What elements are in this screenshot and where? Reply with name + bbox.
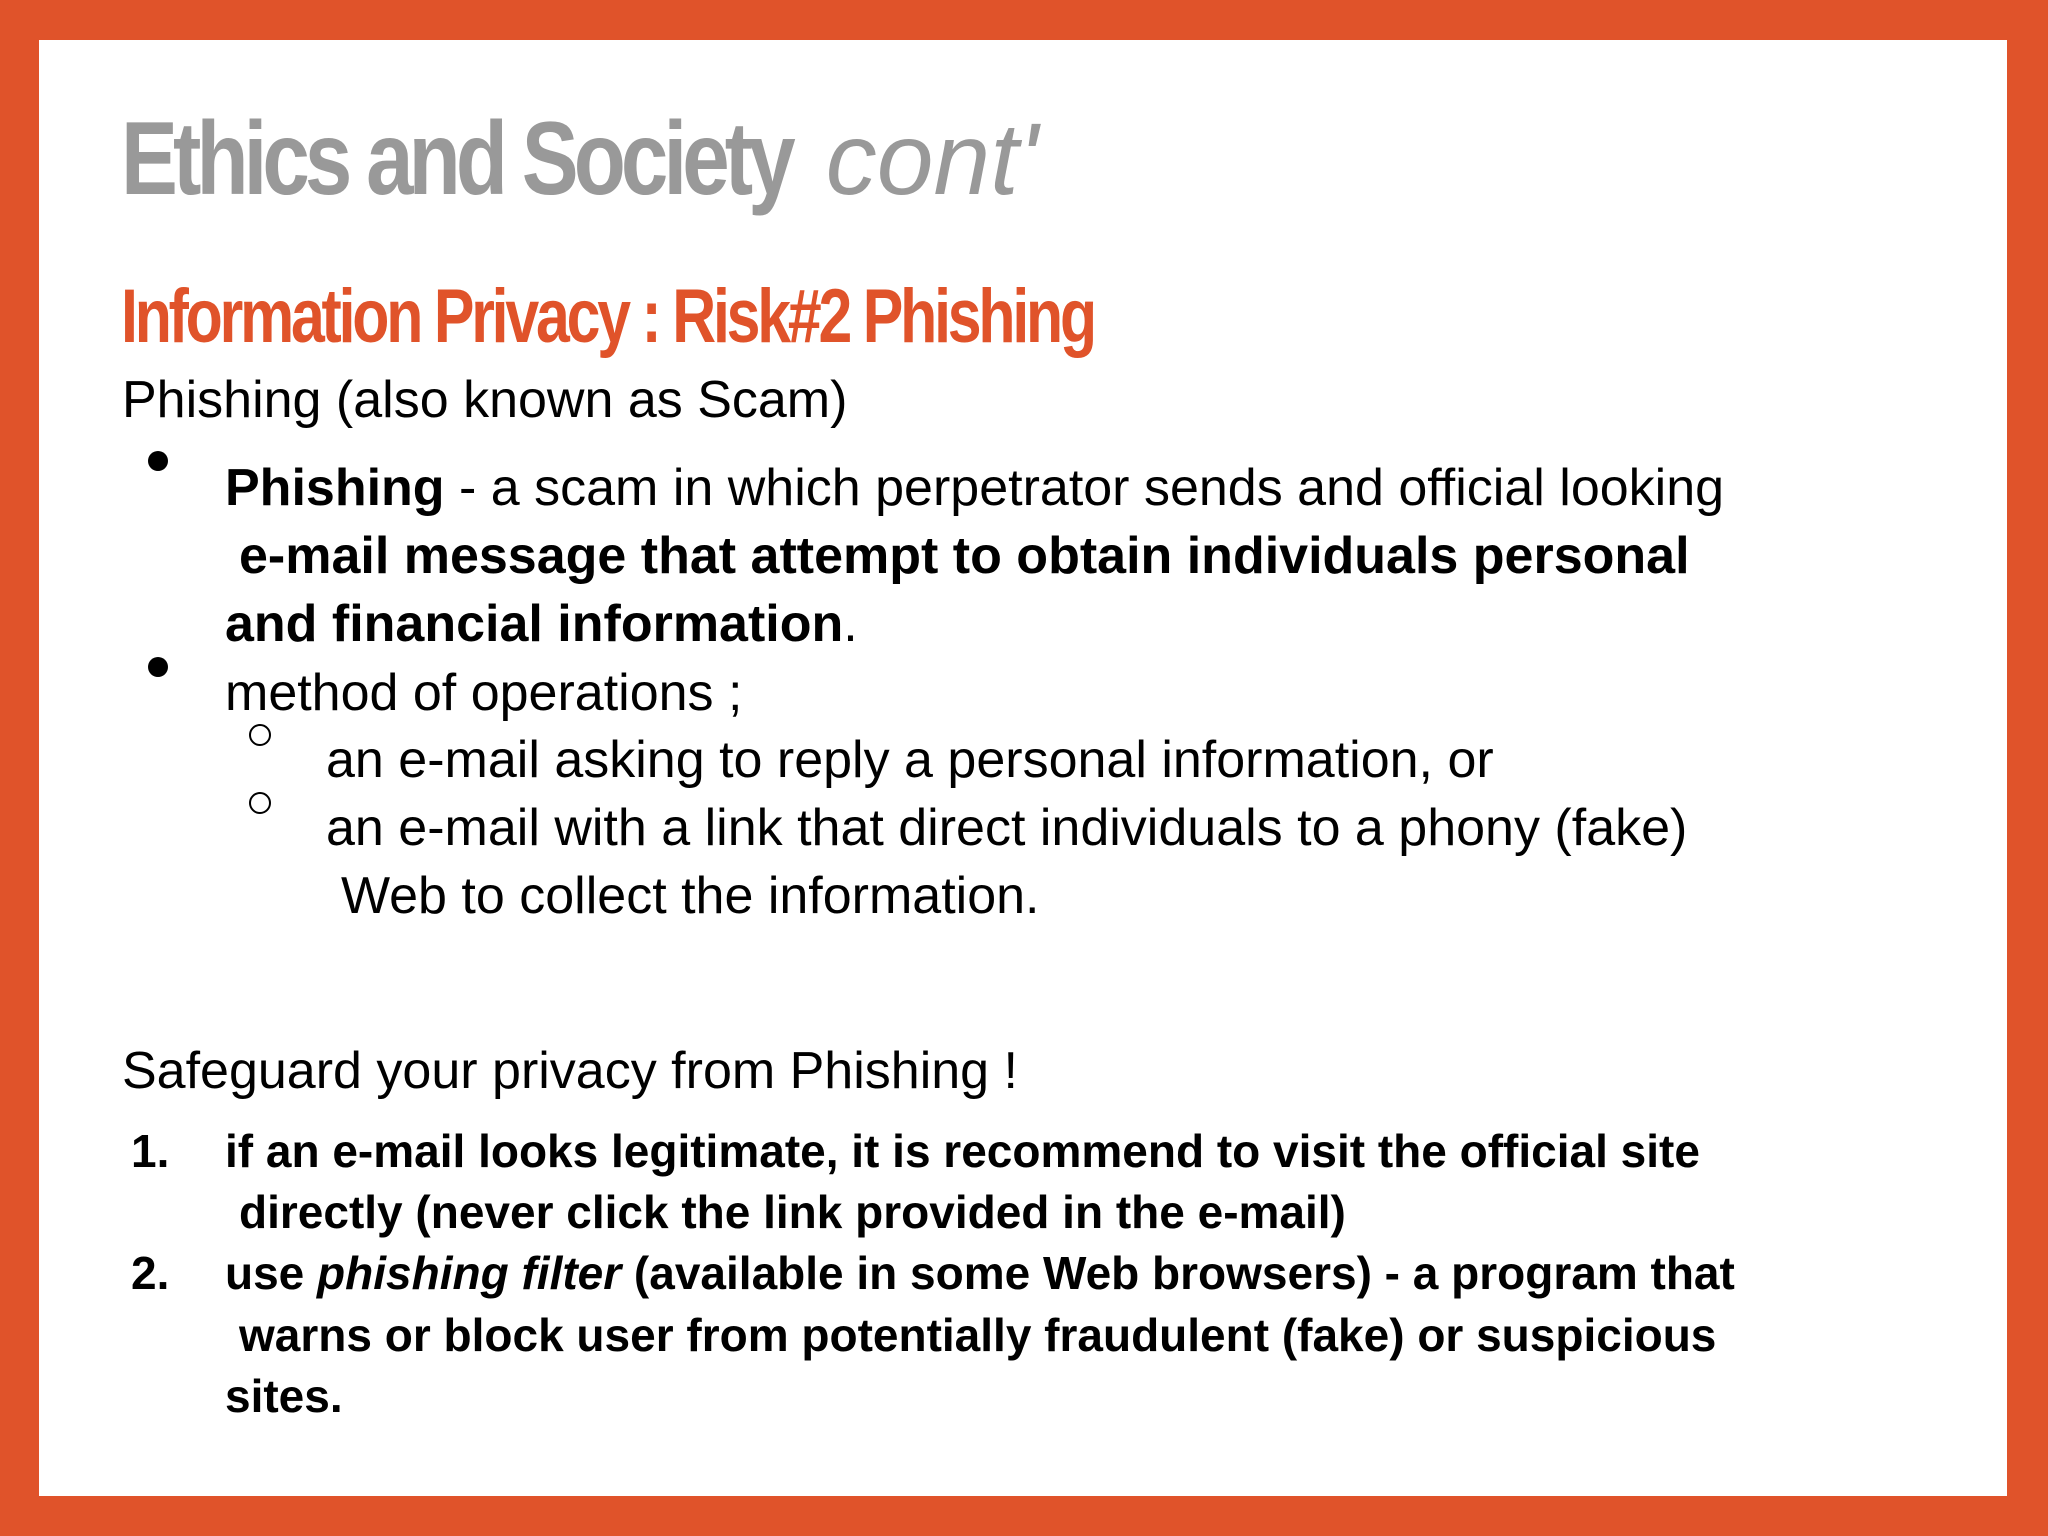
bullet-1-line-3-end: . [843,595,858,653]
bullet-1-line-1 [225,458,1724,518]
safeguard-heading: Safeguard your privacy from Phishing ! [122,1042,1018,1100]
bullet-dot [148,451,168,471]
sub-bullet-2-line-1: an e-mail with a link that direct individuals to a phony (fake) [326,799,1688,857]
sub-bullet-ring [249,724,271,746]
bullet-2-line: method of operations ; [225,664,743,722]
intro-line: Phishing (also known as Scam) [122,371,848,429]
step-2-line-1 [225,1246,1735,1300]
slide-title: Ethics and Society [121,101,791,217]
bullet-1-line-3-bold: and financial information [225,595,844,653]
title-row [121,100,1038,219]
bullet-dot [148,657,168,677]
slide-title-suffix: cont' [825,102,1039,216]
step-2-line-2: warns or block user from potentially fraudulent (fake) or suspicious [239,1309,1717,1361]
sub-bullet-2-line-2: Web to collect the information. [341,867,1040,925]
step-2-pre: use [225,1247,318,1299]
bullet-1-line-3 [225,594,858,654]
sub-bullet-1: an e-mail asking to reply a personal information, or [326,731,1494,789]
sub-bullet-ring [249,792,271,814]
step-2-line-3: sites. [225,1370,343,1422]
step-2-number: 2. [131,1247,170,1299]
step-1-number: 1. [131,1125,170,1177]
step-1-line-2: directly (never click the link provided in the e-mail) [239,1186,1346,1238]
step-1-line-1: if an e-mail looks legitimate, it is recommend to visit the official site [225,1125,1700,1177]
phishing-term: Phishing [225,459,445,517]
phishing-filter-term: phishing filter [317,1247,622,1299]
slide [39,40,2007,1496]
phishing-definition: - a scam in which perpetrator sends and official looking [444,459,1725,517]
bullet-1-line-2: e-mail message that attempt to obtain individuals personal [239,527,1690,585]
slide-subtitle: Information Privacy : Risk#2 Phishing [121,274,1094,359]
step-2-post: (available in some Web browsers) - a program that [621,1247,1735,1299]
